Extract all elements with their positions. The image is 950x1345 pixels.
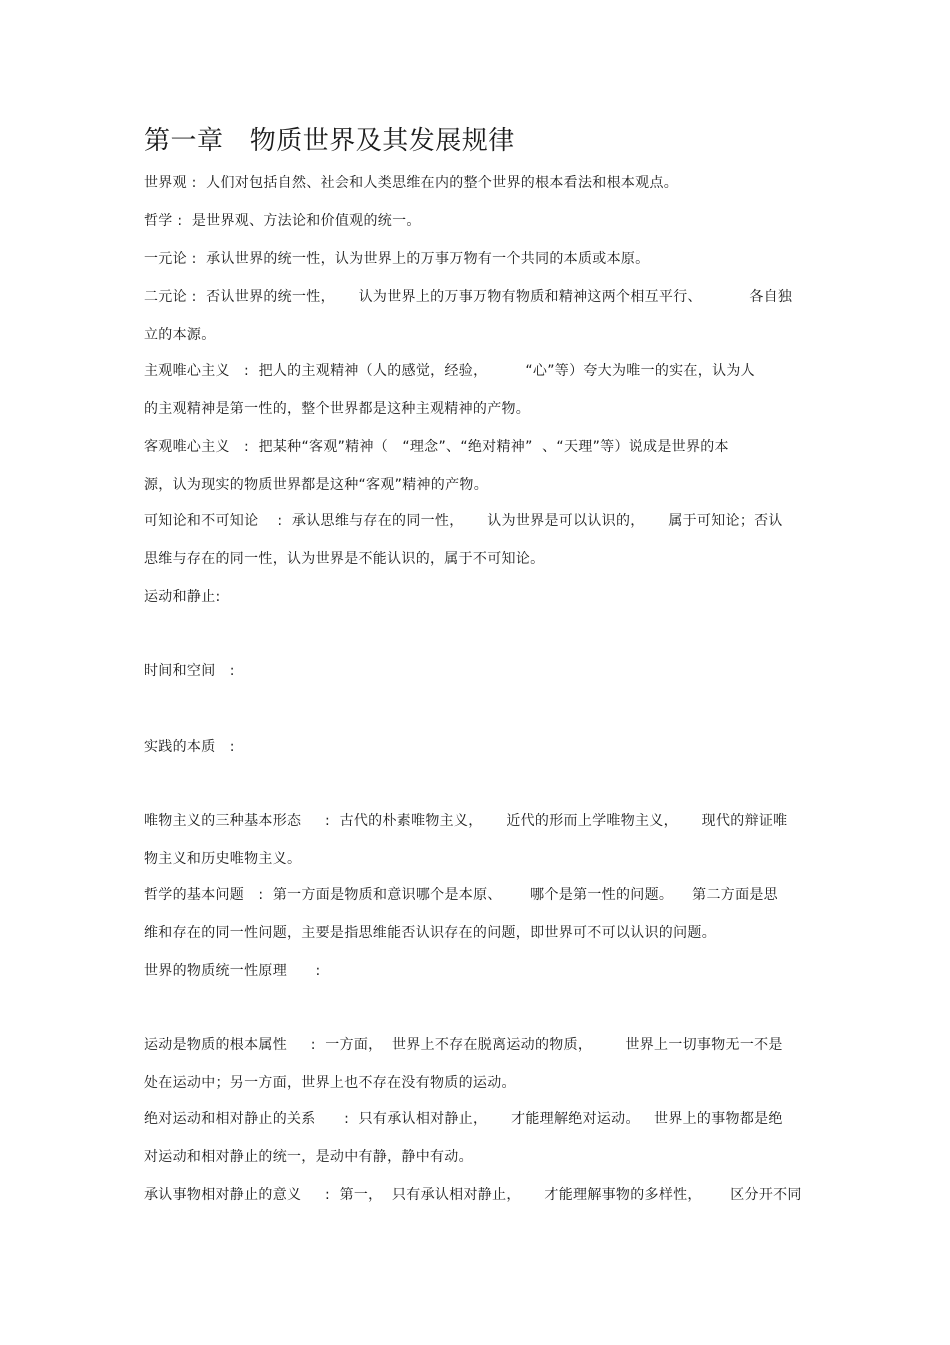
paragraph-line: 时间和空间 : <box>144 663 235 679</box>
paragraph-line: 立的本源。 <box>144 327 216 343</box>
paragraph-line: 源，认为现实的物质世界都是这种“客观”精神的产物。 <box>144 477 489 493</box>
paragraph-line: 运动是物质的根本属性 : 一方面， 世界上不存在脱离运动的物质， 世界上一切事物无一不是 <box>144 1037 783 1053</box>
paragraph-line: 绝对运动和相对静止的关系 : 只有承认相对静止， 才能理解绝对运动。 世界上的事物都是绝 <box>144 1111 783 1127</box>
paragraph-line: 运动和静止: <box>144 589 221 605</box>
paragraph-line: 主观唯心主义 : 把人的主观精神（人的感觉，经验， “心”等）夸大为唯一的实在，认为人 <box>144 363 755 379</box>
paragraph-line: 唯物主义的三种基本形态 : 古代的朴素唯物主义， 近代的形而上学唯物主义， 现代的辩证唯 <box>144 813 788 829</box>
paragraph-line: 处在运动中；另一方面，世界上也不存在没有物质的运动。 <box>144 1075 516 1091</box>
paragraph-line: 可知论和不可知论 : 承认思维与存在的同一性， 认为世界是可以认识的， 属于可知论；否认 <box>144 513 783 529</box>
paragraph-line: 实践的本质 : <box>144 739 235 755</box>
paragraph-line: 承认事物相对静止的意义 : 第一， 只有承认相对静止， 才能理解事物的多样性， 区分开不同 <box>144 1187 802 1203</box>
paragraph-line: 哲学 : 是世界观、方法论和价值观的统一。 <box>144 213 421 229</box>
paragraph-line: 的主观精神是第一性的，整个世界都是这种主观精神的产物。 <box>144 401 531 417</box>
paragraph-line: 世界观 : 人们对包括自然、社会和人类思维在内的整个世界的根本看法和根本观点。 <box>144 175 679 191</box>
paragraph-line: 哲学的基本问题 : 第一方面是物质和意识哪个是本原、 哪个是第一性的问题。 第二方面是思 <box>144 887 778 903</box>
paragraph-line: 客观唯心主义 : 把某种“客观”精神（ “理念”、“绝对精神” 、“天理”等）说成是世界的本 <box>144 439 729 455</box>
paragraph-line: 物主义和历史唯物主义。 <box>144 851 302 867</box>
chapter-title: 第一章 物质世界及其发展规律 <box>144 126 515 156</box>
paragraph-line: 维和存在的同一性问题，主要是指思维能否认识存在的问题，即世界可不可以认识的问题。 <box>144 925 716 941</box>
paragraph-line: 对运动和相对静止的统一，是动中有静，静中有动。 <box>144 1149 473 1165</box>
paragraph-line: 思维与存在的同一性，认为世界是不能认识的，属于不可知论。 <box>144 551 545 567</box>
paragraph-line: 一元论 : 承认世界的统一性，认为世界上的万事万物有一个共同的本质或本原。 <box>144 251 650 267</box>
paragraph-line: 世界的物质统一性原理 : <box>144 963 321 979</box>
paragraph-line: 二元论 : 否认世界的统一性， 认为世界上的万事万物有物质和精神这两个相互平行、 各自独 <box>144 289 793 305</box>
